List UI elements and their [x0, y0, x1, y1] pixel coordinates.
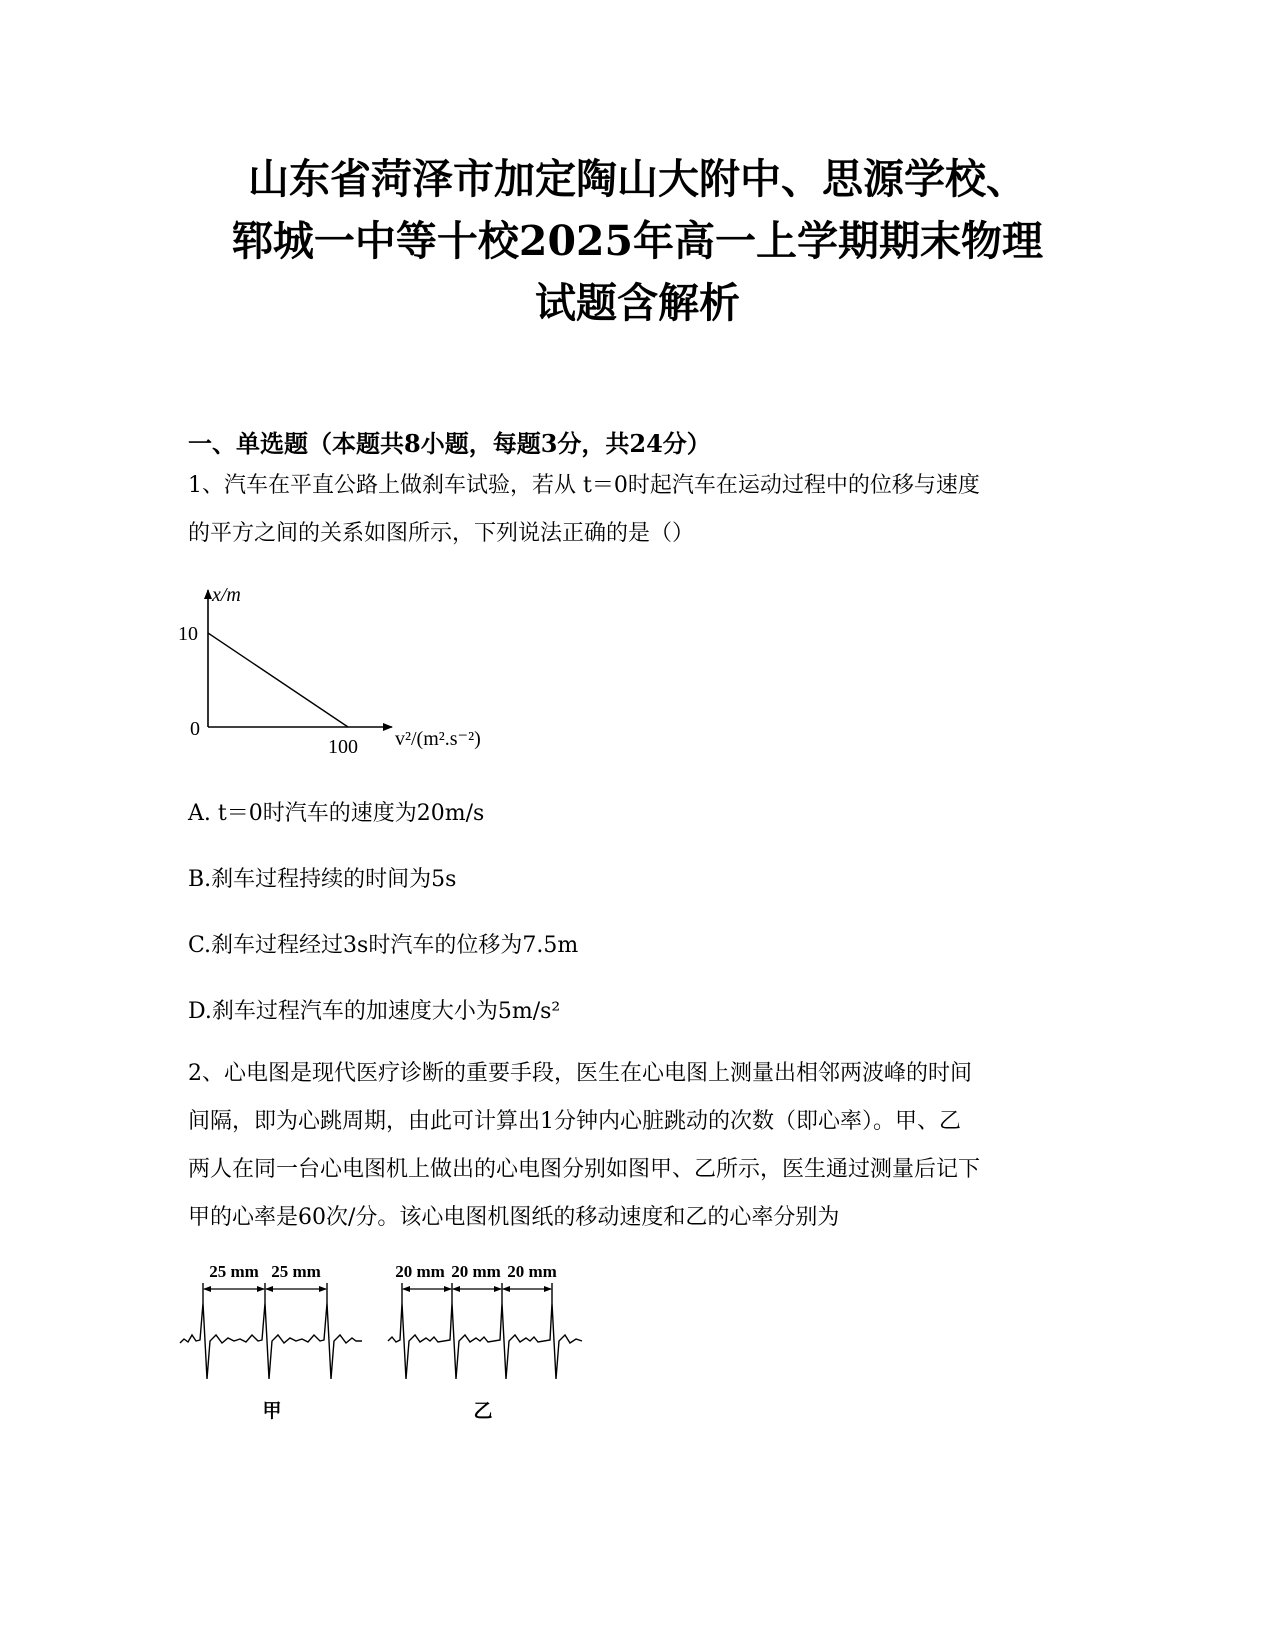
- data-series-line: [208, 633, 348, 727]
- question-1-line-1: 1、汽车在平直公路上做刹车试验，若从 t＝0时起汽车在运动过程中的位移与速度: [188, 473, 980, 498]
- ecg-yi-spacing-label-2: 20 mm: [451, 1262, 501, 1281]
- ecg-yi-spacing-label-1: 20 mm: [395, 1262, 445, 1281]
- ecg-jia-label: 甲: [262, 1401, 282, 1422]
- ecg-jia: [180, 1262, 362, 1422]
- ecg-figure: [170, 1255, 610, 1435]
- title-line-2: 郓城一中等十校2025年高一上学期期末物理: [231, 217, 1044, 265]
- question-2-line-1: 2、心电图是现代医疗诊断的重要手段，医生在心电图上测量出相邻两波峰的时间: [188, 1061, 972, 1086]
- title-line-3: 试题含解析: [535, 279, 740, 327]
- ecg-yi: [388, 1262, 582, 1422]
- question-2-line-4: 甲的心率是60次/分。该心电图机图纸的移动速度和乙的心率分别为: [188, 1205, 840, 1230]
- x-v2-graph: [170, 578, 530, 778]
- x-tick-label-100: 100: [328, 736, 358, 758]
- ecg-jia-trace: [180, 1303, 362, 1379]
- option-c: C.刹车过程经过3s时汽车的位移为7.5m: [188, 933, 579, 958]
- ecg-yi-spacing-label-3: 20 mm: [507, 1262, 557, 1281]
- ecg-jia-spacing-label-1: 25 mm: [209, 1262, 259, 1281]
- title-line-1: 山东省菏泽市加定陶山大附中、思源学校、: [248, 155, 1027, 203]
- ecg-yi-label: 乙: [473, 1401, 493, 1422]
- document-title: [150, 148, 1125, 334]
- x-axis-label: v²/(m².s⁻²): [395, 728, 481, 750]
- option-b: B.刹车过程持续的时间为5s: [188, 867, 457, 892]
- question-1-text: [188, 462, 980, 558]
- y-tick-label-10: 10: [178, 623, 198, 645]
- ecg-jia-spacing-label-2: 25 mm: [271, 1262, 321, 1281]
- ecg-yi-trace: [388, 1303, 582, 1379]
- option-d: D.刹车过程汽车的加速度大小为5m/s²: [188, 999, 561, 1024]
- option-a: A. t＝0时汽车的速度为20m/s: [188, 801, 485, 826]
- question-2-text: [188, 1050, 980, 1242]
- question-1-line-2: 的平方之间的关系如图所示，下列说法正确的是（）: [188, 521, 695, 546]
- question-2-line-3: 两人在同一台心电图机上做出的心电图分别如图甲、乙所示，医生通过测量后记下: [188, 1157, 981, 1182]
- section-heading: 一、单选题（本题共8小题，每题3分，共24分）: [188, 429, 711, 458]
- origin-label: 0: [190, 718, 200, 740]
- y-axis-label: x/m: [212, 584, 241, 606]
- question-2-line-2: 间隔，即为心跳周期，由此可计算出1分钟内心脏跳动的次数（即心率）。甲、乙: [188, 1109, 961, 1134]
